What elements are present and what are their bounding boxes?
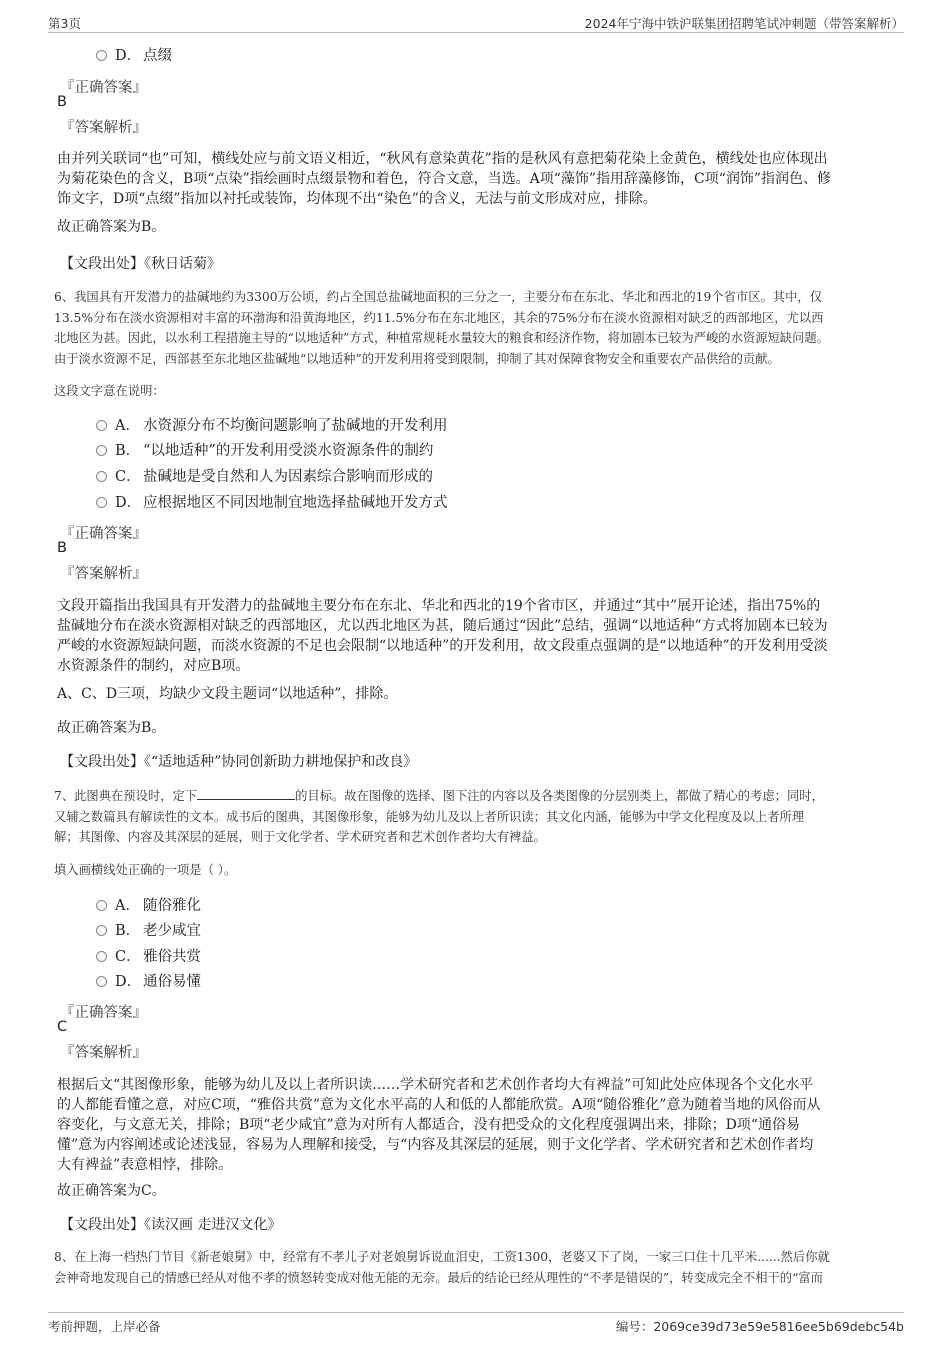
radio-icon[interactable] bbox=[96, 497, 107, 508]
option-letter: B． bbox=[115, 443, 141, 459]
option-text: 盐碱地是受自然和人为因素综合影响而形成的 bbox=[143, 469, 433, 485]
radio-icon[interactable] bbox=[96, 951, 107, 962]
q6-option-a[interactable] bbox=[96, 416, 448, 436]
radio-icon[interactable] bbox=[96, 471, 107, 482]
option-letter: A． bbox=[115, 898, 140, 914]
option-text: 雅俗共赏 bbox=[143, 949, 201, 965]
q6-conclusion: 故正确答案为B。 bbox=[57, 720, 166, 736]
q5-analysis bbox=[57, 149, 897, 209]
stem-line: 6、我国具有开发潜力的盐碱地约为3300万公顷，约占全国总盐碱地面积的三分之一，主要分布在东北、华北和西北的19个省市区。其中，仅 bbox=[54, 290, 822, 304]
q5-source: 【文段出处】《秋日话菊》 bbox=[60, 256, 221, 272]
radio-icon[interactable] bbox=[96, 976, 107, 987]
option-text: 点缀 bbox=[143, 48, 172, 64]
option-text: 老少咸宜 bbox=[143, 923, 201, 939]
q7-option-d[interactable] bbox=[96, 972, 201, 992]
option-letter: C． bbox=[115, 949, 141, 965]
q7-stem bbox=[54, 786, 904, 848]
stem-line: 由于淡水资源不足，西部甚至东北地区盐碱地“以地适种”的开发利用将受到限制，抑制了其对保障食物安全和重要农产品供给的贡献。 bbox=[54, 351, 780, 366]
option-letter: D． bbox=[115, 974, 142, 990]
q5-conclusion: 故正确答案为B。 bbox=[57, 219, 166, 235]
stem-prefix: 7、此图典在预设时，定下 bbox=[54, 789, 198, 803]
analysis-line: 由并列关联词“也”可知，横线处应与前文语义相近，“秋风有意染黄花”指的是秋风有意把菊花染上金黄色，横线处也应体现出 bbox=[57, 151, 828, 167]
option-text: 通俗易懂 bbox=[143, 974, 201, 990]
analysis-line: 为菊花染色的含义，B项“点染”指绘画时点缀景物和着色，符合文意，当选。A项“藻饰”指用辞藻修饰，C项“润饰”指润色、修 bbox=[57, 171, 832, 187]
radio-icon[interactable] bbox=[96, 445, 107, 456]
q6-answer: B bbox=[57, 540, 67, 556]
q7-source: 【文段出处】《读汉画 走进汉文化》 bbox=[60, 1217, 282, 1233]
option-text: “以地适种”的开发利用受淡水资源条件的制约 bbox=[143, 443, 434, 459]
radio-icon[interactable] bbox=[96, 50, 107, 61]
analysis-line: 大有裨益”表意相悖，排除。 bbox=[57, 1157, 233, 1173]
stem-suffix: 的目标。故在图像的选择、图下注的内容以及各类图像的分层别类上，都做了精心的考虑；同时， bbox=[295, 789, 824, 803]
q7-conclusion: 故正确答案为C。 bbox=[57, 1183, 166, 1199]
q5-analysis-label: 『答案解析』 bbox=[60, 120, 147, 136]
q5-answer-label: 『正确答案』 bbox=[60, 80, 147, 96]
q6-option-d[interactable] bbox=[96, 493, 448, 513]
option-letter: D． bbox=[115, 495, 142, 511]
fill-blank bbox=[197, 787, 295, 800]
analysis-line: 的人都能看懂之意，对应C项，“雅俗共赏”意为文化水平高的人和低的人都能欣赏。A项“随俗雅化”意为随着当地的风俗而从 bbox=[57, 1097, 821, 1113]
page-footer bbox=[48, 1312, 904, 1335]
q6-ask: 这段文字意在说明： bbox=[54, 384, 165, 398]
q7-option-a[interactable] bbox=[96, 896, 201, 916]
radio-icon[interactable] bbox=[96, 420, 107, 431]
q6-answer-label: 『正确答案』 bbox=[60, 526, 147, 542]
radio-icon[interactable] bbox=[96, 900, 107, 911]
q7-answer: C bbox=[57, 1019, 68, 1035]
option-letter: C． bbox=[115, 469, 141, 485]
q6-exclusion: A、C、D三项，均缺少文段主题词“以地适种”，排除。 bbox=[57, 686, 398, 702]
option-text: 应根据地区不同因地制宜地选择盐碱地开发方式 bbox=[143, 495, 448, 511]
q5-answer: B bbox=[57, 94, 67, 110]
stem-line: 解；其图像、内容及其深层的延展，则于文化学者、学术研究者和艺术创作者均大有裨益。 bbox=[54, 830, 546, 844]
page-header bbox=[48, 12, 904, 33]
q6-option-c[interactable] bbox=[96, 467, 433, 487]
page-number: 第3页 bbox=[48, 16, 81, 31]
q7-option-b[interactable] bbox=[96, 921, 201, 941]
q7-analysis bbox=[57, 1075, 897, 1175]
q8-stem bbox=[54, 1247, 904, 1288]
analysis-line: 文段开篇指出我国具有开发潜力的盐碱地主要分布在东北、华北和西北的19个省市区，并通过“其中”展开论述，指出75%的 bbox=[57, 598, 821, 614]
analysis-line: 容变化，与文意无关，排除；B项“老少咸宜”意为对所有人都适合，没有把受众的文化程度强调出来，排除；D项“通俗易 bbox=[57, 1117, 800, 1133]
q7-analysis-label: 『答案解析』 bbox=[60, 1045, 147, 1061]
stem-line: 北地区为甚。因此，以水利工程措施主导的“以地适种”方式，种植常规耗水量较大的粮食和经济作物，将加剧本已较为严峻的水资源短缺问题。 bbox=[54, 331, 829, 345]
analysis-line: 饰文字，D项“点缀”指加以衬托或装饰，均体现不出“染色”的含义，无法与前文形成对应，排除。 bbox=[57, 191, 657, 207]
option-text: 随俗雅化 bbox=[143, 898, 201, 914]
stem-line: 会神奇地发现自己的情感已经从对他不孝的愤怒转变成对他无能的无奈。最后的结论已经从理性的“不孝是错误的”，转变成完全不相干的“富而 bbox=[54, 1270, 823, 1285]
q7-option-c[interactable] bbox=[96, 947, 201, 967]
q6-stem bbox=[54, 287, 904, 369]
footer-slogan: 考前押题，上岸必备 bbox=[48, 1319, 161, 1334]
stem-line: 又辅之数篇具有解读性的文本。成书后的图典，其图像形象，能够为幼儿及以上者所识读；其文化内涵，能够为中学文化程度及以上者所理 bbox=[54, 809, 805, 824]
option-letter: B． bbox=[115, 923, 141, 939]
analysis-line: 根据后文“其图像形象，能够为幼儿及以上者所识读……学术研究者和艺术创作者均大有裨益”可知此处应体现各个文化水平 bbox=[57, 1077, 814, 1093]
option-letter: A． bbox=[115, 418, 140, 434]
q7-ask: 填入画横线处正确的一项是（ ）。 bbox=[54, 863, 237, 877]
option-letter: D． bbox=[115, 48, 142, 64]
stem-line: 13.5%分布在淡水资源相对丰富的环渤海和沿黄海地区，约11.5%分布在东北地区，其余的75%分布在淡水资源相对缺乏的西部地区，尤以西 bbox=[54, 310, 824, 325]
radio-icon[interactable] bbox=[96, 925, 107, 936]
document-title: 2024年宁海中铁沪联集团招聘笔试冲刺题（带答案解析） bbox=[584, 16, 904, 31]
q6-source: 【文段出处】《“适地适种”协同创新助力耕地保护和改良》 bbox=[60, 754, 418, 770]
q6-analysis bbox=[57, 596, 897, 676]
q6-option-b[interactable] bbox=[96, 441, 433, 461]
analysis-line: 严峻的水资源短缺问题，而淡水资源的不足也会限制“以地适种”的开发利用，故文段重点强调的是“以地适种”的开发利用受淡 bbox=[57, 638, 828, 654]
analysis-line: 懂”意为内容阐述或论述浅显，容易为人理解和接受，与“内容及其深层的延展，则于文化学者、学术研究者和艺术创作者均 bbox=[57, 1137, 814, 1153]
q6-analysis-label: 『答案解析』 bbox=[60, 566, 147, 582]
document-code: 编号：2069ce39d73e59e5816ee5b69debc54b bbox=[615, 1319, 904, 1334]
q7-answer-label: 『正确答案』 bbox=[60, 1005, 147, 1021]
stem-line: 8、在上海一档热门节目《新老娘舅》中，经常有不孝儿子对老娘舅诉说血泪史，工资1300，老婆又下了岗，一家三口住十几平米......然后你就 bbox=[54, 1250, 830, 1264]
q5-option-d[interactable] bbox=[96, 46, 172, 66]
option-text: 水资源分布不均衡问题影响了盐碱地的开发利用 bbox=[143, 418, 448, 434]
analysis-line: 水资源条件的制约，对应B项。 bbox=[57, 658, 250, 674]
analysis-line: 盐碱地分布在淡水资源相对缺乏的西部地区，尤以西北地区为甚，随后通过“因此”总结，强调“以地适种”方式将加剧本已较为 bbox=[57, 618, 828, 634]
